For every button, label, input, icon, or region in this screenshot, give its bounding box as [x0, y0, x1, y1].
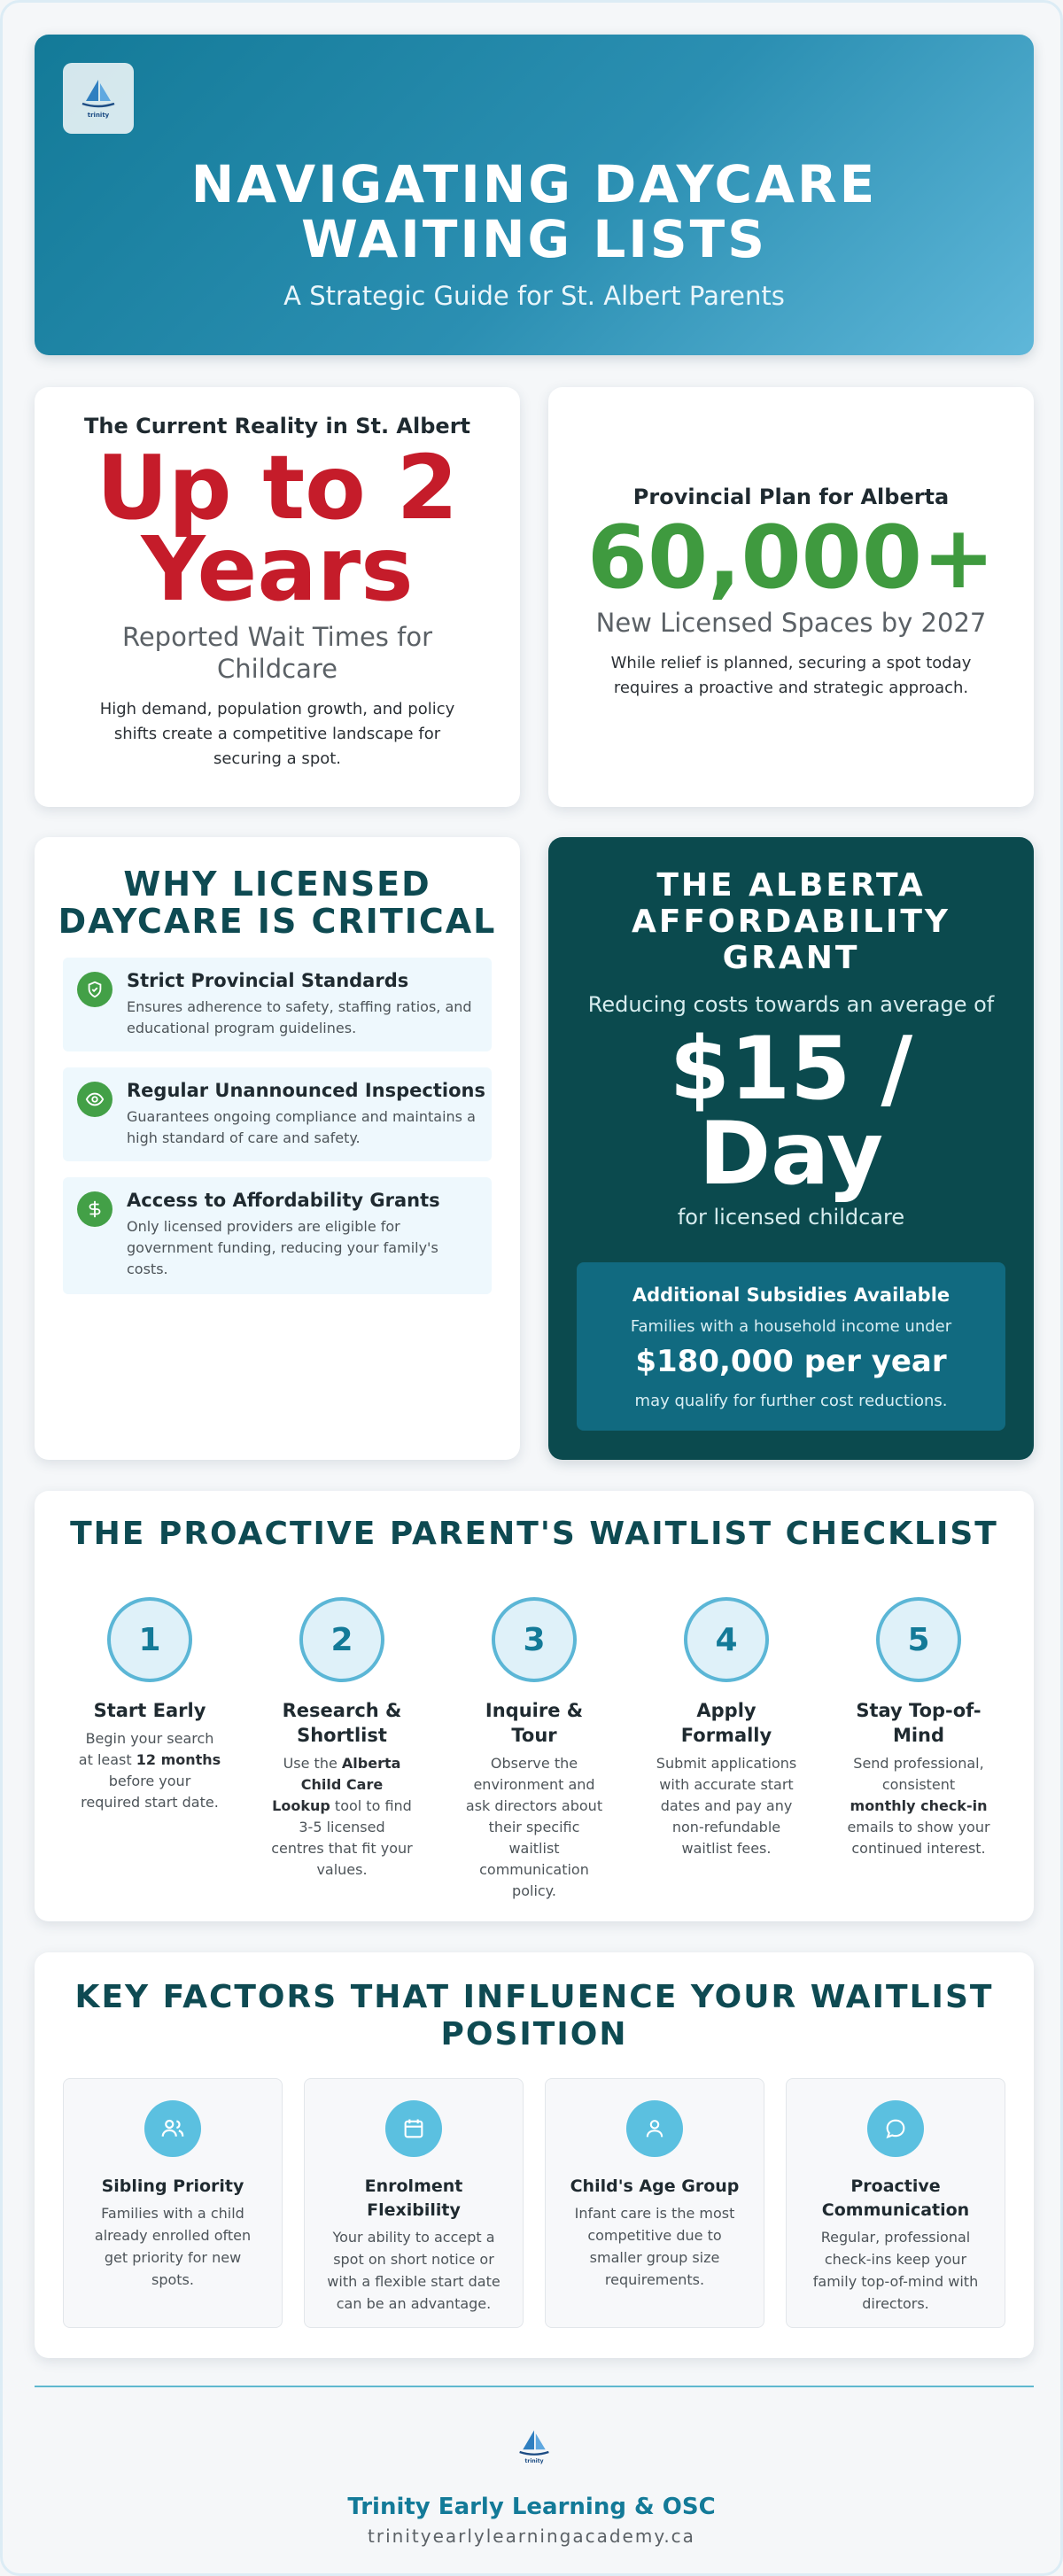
step-title	[460, 1698, 609, 1748]
desc-emphasis: Lookup	[272, 1797, 330, 1814]
lead-line: Reported Wait Times for	[121, 622, 432, 652]
title-line: Child's Age Group	[570, 2176, 740, 2196]
feature-title: Regular Unannounced Inspections	[127, 1080, 485, 1101]
key-factors-title	[35, 1979, 1034, 2053]
desc-line	[844, 1796, 993, 1817]
provincial-heading: Provincial Plan for Alberta	[632, 485, 950, 509]
page-title	[35, 154, 1034, 269]
why-licensed-title	[35, 865, 520, 940]
desc-line: Ensures adherence to safety, staffing ratios, and	[127, 998, 472, 1015]
stat-line: Years	[141, 517, 414, 621]
desc-line: required start date.	[81, 1794, 219, 1811]
factor-title	[787, 2175, 1005, 2223]
eye-icon	[77, 1082, 113, 1117]
desc-line: can be an advantage.	[336, 2295, 492, 2312]
desc-line: Begin your search	[85, 1730, 214, 1747]
grant-title	[548, 867, 1034, 976]
feature-item	[63, 1177, 492, 1294]
step-title	[844, 1698, 993, 1748]
step-title	[268, 1698, 416, 1748]
desc-line: competitive due to	[587, 2227, 722, 2244]
daily-cost-stat	[548, 1019, 1034, 1205]
user-icon	[626, 2100, 683, 2157]
title-line: WAITING LISTS	[301, 209, 767, 269]
users-icon	[144, 2100, 201, 2157]
provincial-lead: New Licensed Spaces by 2027	[595, 608, 987, 638]
logo-wordmark: trinity	[524, 2458, 544, 2464]
calendar-icon	[385, 2100, 442, 2157]
provincial-card	[548, 387, 1034, 807]
title-line: Mind	[892, 1725, 945, 1746]
desc-line: Infant care is the most	[574, 2205, 735, 2222]
title-line: KEY FACTORS THAT INFLUENCE YOUR WAITLIST	[74, 1979, 994, 2015]
desc-line: check-ins keep your	[824, 2251, 967, 2268]
checklist-step	[460, 1597, 609, 1902]
desc-line: Observe the	[490, 1755, 578, 1772]
desc-line: Families with a child	[101, 2205, 244, 2222]
desc-line: directors.	[862, 2295, 929, 2312]
title-line: POSITION	[440, 2016, 628, 2052]
desc-line: consistent	[881, 1776, 956, 1793]
step-number: 2	[299, 1597, 384, 1682]
footer-logo	[508, 2428, 561, 2478]
factor-title	[305, 2175, 523, 2223]
desc-text: at least	[78, 1751, 136, 1768]
step-title	[75, 1698, 224, 1723]
title-line: GRANT	[722, 940, 860, 976]
organization-name: Trinity Early Learning & OSC	[347, 2494, 716, 2520]
title-line: Formally	[680, 1725, 772, 1746]
desc-line	[75, 1750, 224, 1771]
desc-line: Send professional,	[853, 1755, 984, 1772]
subsidy-title: Additional Subsidies Available	[632, 1284, 950, 1306]
checklist-step	[268, 1597, 416, 1881]
title-line: Stay Top-of-	[856, 1700, 982, 1721]
step-desc	[652, 1753, 801, 1859]
desc-line: While relief is planned, securing a spot today	[610, 654, 972, 672]
desc-line	[268, 1753, 416, 1774]
factor-desc	[787, 2226, 1005, 2315]
step-desc	[844, 1753, 993, 1859]
desc-emphasis: Child Care	[300, 1776, 384, 1793]
desc-line: centres that fit your	[271, 1840, 413, 1857]
title-line: Communication	[821, 2200, 970, 2220]
desc-line: smaller group size	[589, 2249, 720, 2266]
factor-desc	[305, 2226, 523, 2315]
desc-line: environment and	[473, 1776, 595, 1793]
sailboat-logo-icon	[79, 78, 118, 110]
title-line: THE ALBERTA	[656, 867, 926, 904]
checklist-title: THE PROACTIVE PARENT'S WAITLIST CHECKLIST	[70, 1516, 998, 1552]
desc-line	[268, 1796, 416, 1817]
feature-item	[63, 958, 492, 1051]
desc-emphasis: Alberta	[341, 1755, 401, 1772]
factor-item	[304, 2078, 524, 2328]
step-desc	[268, 1753, 416, 1881]
title-line: DAYCARE IS CRITICAL	[58, 902, 497, 941]
step-number: 4	[684, 1597, 769, 1682]
desc-line: waitlist	[508, 1840, 560, 1857]
desc-line: high standard of care and safety.	[127, 1129, 361, 1146]
reality-heading: The Current Reality in St. Albert	[84, 414, 470, 438]
step-desc	[75, 1728, 224, 1813]
dollar-icon	[77, 1191, 113, 1227]
wait-time-stat	[35, 436, 520, 621]
title-line: Start Early	[93, 1700, 206, 1721]
title-line: WHY LICENSED	[123, 865, 431, 904]
title-line: Apply	[696, 1700, 757, 1721]
desc-line: Regular, professional	[820, 2229, 971, 2246]
desc-line	[268, 1774, 416, 1796]
desc-line: ask directors about	[465, 1797, 603, 1814]
subsidy-foot: may qualify for further cost reductions.	[634, 1392, 948, 1410]
feature-title: Access to Affordability Grants	[127, 1190, 440, 1211]
title-line: Proactive	[850, 2176, 941, 2196]
desc-line: 3-5 licensed	[299, 1819, 385, 1835]
title-line: Flexibility	[367, 2200, 461, 2220]
new-spaces-stat: 60,000+	[586, 508, 996, 609]
subsidy-box	[577, 1262, 1005, 1431]
lead-line: Childcare	[217, 654, 338, 684]
key-factors-card	[35, 1952, 1034, 2358]
title-line: Inquire & Tour	[485, 1700, 584, 1746]
step-title	[652, 1698, 801, 1748]
desc-line: before your	[108, 1773, 191, 1789]
factor-item	[786, 2078, 1005, 2328]
factor-item	[63, 2078, 283, 2328]
desc-line: communication	[479, 1861, 589, 1878]
grant-lead: Reducing costs towards an average of	[587, 992, 995, 1017]
desc-line: their specific	[488, 1819, 580, 1835]
factor-title	[546, 2175, 764, 2199]
title-line: AFFORDABILITY	[632, 904, 950, 940]
desc-line: requires a proactive and strategic approach.	[613, 679, 969, 697]
desc-line: waitlist fees.	[681, 1840, 772, 1857]
desc-line: spots.	[151, 2271, 194, 2288]
footer-divider	[35, 2386, 1034, 2387]
title-line: Enrolment	[364, 2176, 463, 2196]
checklist-step	[844, 1597, 993, 1859]
step-desc	[460, 1753, 609, 1902]
desc-line: Only licensed providers are eligible for	[127, 1218, 400, 1235]
desc-text: tool to find	[330, 1797, 412, 1814]
feature-item	[63, 1067, 492, 1161]
factor-desc	[546, 2202, 764, 2291]
desc-line: already enrolled often	[94, 2227, 252, 2244]
desc-line: educational program guidelines.	[127, 1020, 357, 1036]
feature-desc	[127, 1216, 479, 1280]
desc-line: dates and pay any	[660, 1797, 793, 1814]
subsidy-lead: Families with a household income under	[630, 1317, 952, 1336]
hero-banner	[35, 35, 1034, 355]
desc-line: get priority for new	[104, 2249, 242, 2266]
desc-line: non-refundable	[671, 1819, 781, 1835]
factor-item	[545, 2078, 764, 2328]
desc-line: spot on short notice or	[333, 2251, 494, 2268]
page-subtitle: A Strategic Guide for St. Albert Parents	[283, 281, 785, 311]
desc-emphasis: 12 months	[136, 1751, 221, 1768]
reality-card	[35, 387, 520, 807]
grant-foot: for licensed childcare	[677, 1205, 905, 1230]
desc-line: continued interest.	[851, 1840, 986, 1857]
title-line: Shortlist	[297, 1725, 387, 1746]
chat-icon	[867, 2100, 924, 2157]
why-licensed-card	[35, 837, 520, 1460]
stat-line: Up to 2	[96, 436, 459, 539]
shield-icon	[77, 972, 113, 1007]
desc-line: securing a spot.	[213, 749, 342, 768]
title-line: Sibling Priority	[101, 2176, 244, 2196]
factor-desc	[64, 2202, 282, 2291]
affordability-grant-card	[548, 837, 1034, 1460]
desc-line: government funding, reducing your family's	[127, 1239, 438, 1256]
step-number: 5	[876, 1597, 961, 1682]
desc-line: Guarantees ongoing compliance and maintains a	[127, 1108, 476, 1125]
feature-desc	[127, 997, 479, 1039]
step-number: 1	[107, 1597, 192, 1682]
title-line: Research &	[282, 1700, 402, 1721]
waitlist-checklist-card	[35, 1491, 1034, 1921]
desc-line: with a flexible start date	[327, 2273, 500, 2290]
stat-line: $15 /	[669, 1019, 913, 1120]
desc-emphasis: monthly check-in	[850, 1797, 988, 1814]
desc-text: Use the	[283, 1755, 342, 1772]
income-threshold-stat: $180,000 per year	[635, 1344, 947, 1379]
checklist-step	[75, 1597, 224, 1813]
desc-line: policy.	[512, 1882, 556, 1899]
checklist-step	[652, 1597, 801, 1859]
stat-line: Day	[698, 1104, 884, 1205]
reality-desc	[35, 697, 520, 772]
desc-line: family top-of-mind with	[812, 2273, 979, 2290]
reality-lead	[35, 621, 520, 685]
step-number: 3	[492, 1597, 577, 1682]
desc-line: shifts create a competitive landscape for	[113, 725, 441, 743]
feature-title: Strict Provincial Standards	[127, 970, 409, 991]
provincial-desc	[548, 651, 1034, 701]
desc-line: emails to show your	[847, 1819, 990, 1835]
desc-line: requirements.	[604, 2271, 705, 2288]
desc-line: High demand, population growth, and policy	[99, 700, 455, 718]
website-url[interactable]: trinityearlylearningacademy.ca	[368, 2526, 695, 2547]
factor-title	[64, 2175, 282, 2199]
title-line: NAVIGATING DAYCARE	[190, 154, 878, 214]
desc-line: with accurate start	[659, 1776, 794, 1793]
logo-wordmark: trinity	[87, 112, 110, 119]
feature-desc	[127, 1106, 479, 1149]
desc-line: costs.	[127, 1261, 168, 1277]
desc-line: Submit applications	[656, 1755, 797, 1772]
desc-line: values.	[316, 1861, 368, 1878]
brand-logo	[63, 63, 134, 134]
sailboat-logo-icon	[516, 2428, 552, 2458]
desc-line: Your ability to accept a	[332, 2229, 495, 2246]
